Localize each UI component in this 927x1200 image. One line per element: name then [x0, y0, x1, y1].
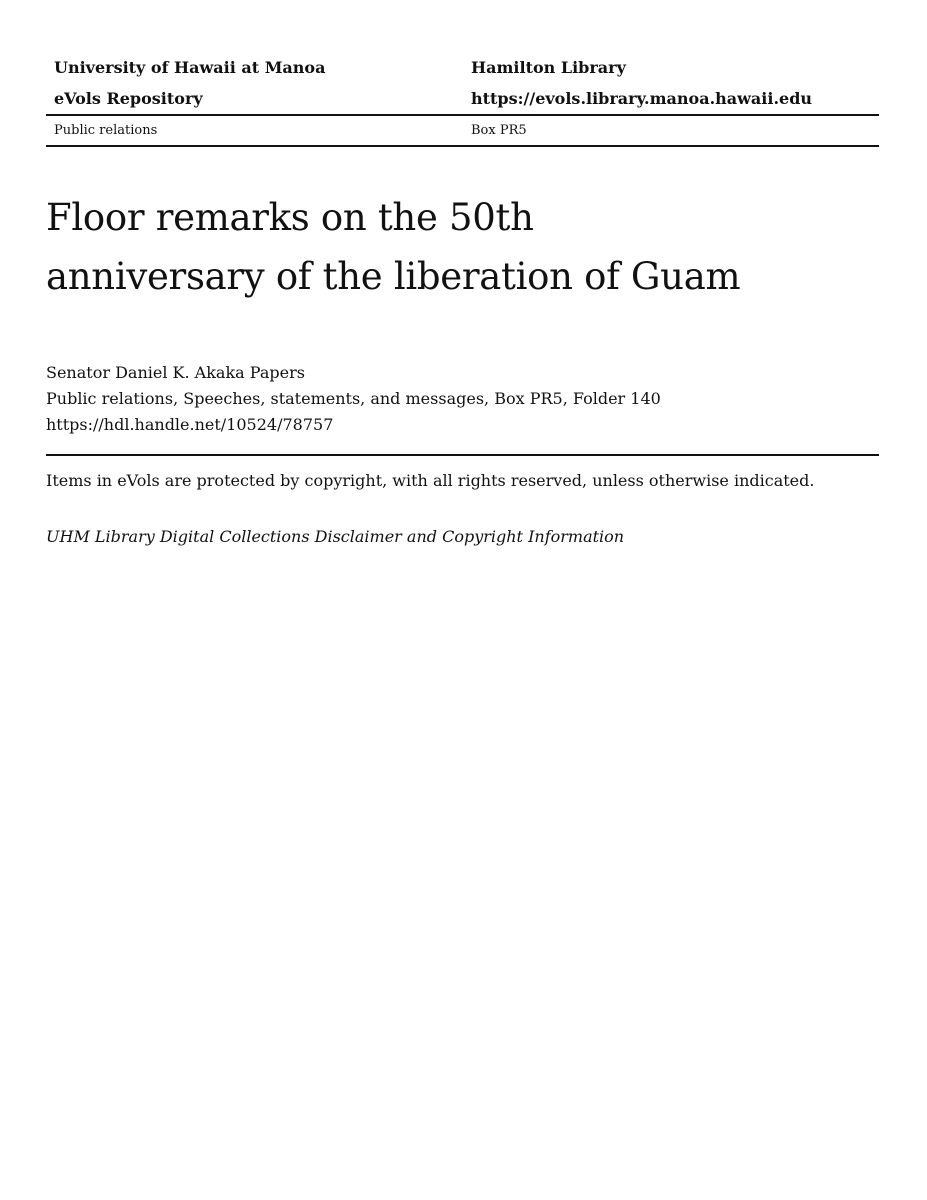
header-row-1: [46, 52, 879, 83]
box-label: Box PR5: [471, 123, 527, 138]
title-line-2: anniversary of the liberation of Guam: [46, 255, 741, 298]
handle-link[interactable]: https://hdl.handle.net/10524/78757: [46, 415, 334, 434]
repository-url-link[interactable]: https://evols.library.manoa.hawaii.edu: [471, 89, 813, 108]
folder-location: Public relations, Speeches, statements, and messages, Box PR5, Folder 140: [46, 389, 661, 408]
series-name: Public relations: [54, 123, 158, 138]
disclaimer-link[interactable]: UHM Library Digital Collections Disclaimer and Copyright Information: [46, 527, 625, 546]
institution-name: University of Hawaii at Manoa: [54, 58, 326, 77]
header-table: [46, 52, 879, 147]
header-rule-bottom: [46, 145, 879, 147]
library-name: Hamilton Library: [471, 58, 626, 77]
collection-name: Senator Daniel K. Akaka Papers: [46, 363, 305, 382]
rights-statement: Items in eVols are protected by copyright, with all rights reserved, unless otherwise indicated.: [46, 471, 815, 490]
section-divider: [46, 454, 879, 456]
title-line-1: Floor remarks on the 50th: [46, 196, 534, 239]
header-row-2: [46, 83, 879, 114]
repository-name: eVols Repository: [54, 89, 203, 108]
document-metadata: [46, 360, 879, 438]
header-row-3: [46, 116, 879, 145]
document-title: [46, 188, 879, 306]
